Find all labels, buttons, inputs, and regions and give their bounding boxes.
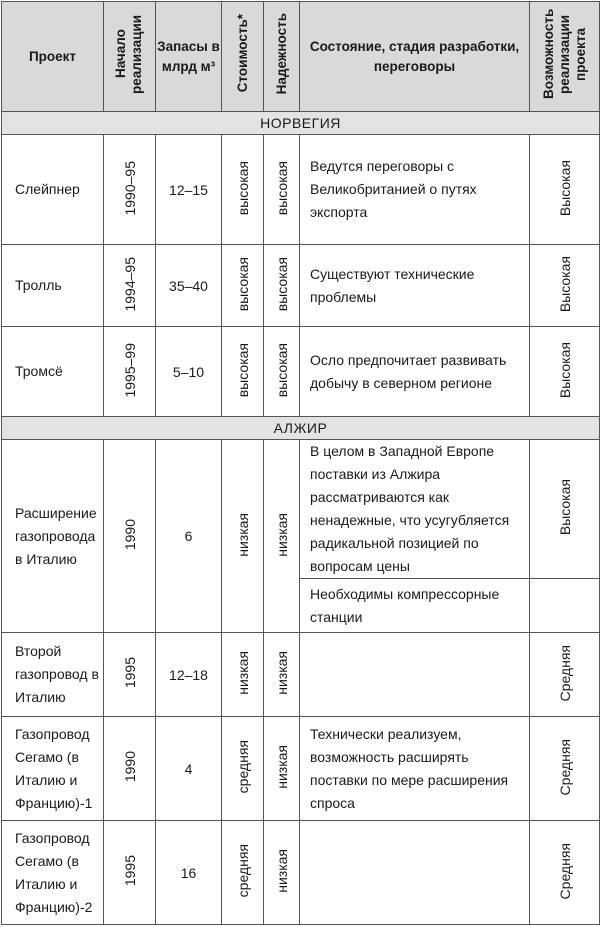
header-reliability: Надежность	[264, 2, 300, 112]
reserves: 16	[156, 821, 222, 925]
cost: высокая	[222, 327, 264, 417]
reliability: низкая	[264, 633, 300, 717]
cost: низкая	[222, 633, 264, 717]
table-row	[2, 440, 600, 579]
reliability: высокая	[264, 135, 300, 245]
table-row	[2, 245, 600, 327]
cost: средняя	[222, 717, 264, 821]
reliability: высокая	[264, 327, 300, 417]
project-name: Тролль	[2, 245, 104, 327]
feasibility: Средняя	[530, 633, 600, 717]
section-norway	[2, 112, 600, 135]
section-title: НОРВЕГИЯ	[2, 112, 600, 135]
feasibility: Средняя	[530, 717, 600, 821]
feasibility: Высокая	[530, 327, 600, 417]
reserves: 5–10	[156, 327, 222, 417]
status: Ведутся переговоры с Великобританией о путях экспорта	[300, 135, 530, 245]
start-year: 1995–99	[104, 327, 156, 417]
status: В целом в Западной Европе поставки из Алжира рассматриваются как ненадежные, что усугубляется радикальной позицией по вопросам цены	[300, 440, 530, 579]
table-row	[2, 633, 600, 717]
start-year: 1995	[104, 821, 156, 925]
project-name: Газопровод Сегамо (в Италию и Францию)-2	[2, 821, 104, 925]
status-secondary: Необходимы компрессорные станции	[300, 579, 530, 633]
table-row	[2, 135, 600, 245]
feasibility: Высокая	[530, 135, 600, 245]
table-row	[2, 821, 600, 925]
section-algeria	[2, 417, 600, 440]
table-row	[2, 717, 600, 821]
gas-projects-table	[1, 1, 600, 925]
reliability: низкая	[264, 440, 300, 633]
header-cost: Стоимость*	[222, 2, 264, 112]
table-row	[2, 327, 600, 417]
reserves: 6	[156, 440, 222, 633]
cost: высокая	[222, 135, 264, 245]
status	[300, 633, 530, 717]
status: Существуют технические проблемы	[300, 245, 530, 327]
header-status: Состояние, стадия разработки, переговоры	[300, 2, 530, 112]
project-name: Второй газопровод в Италию	[2, 633, 104, 717]
project-name: Тромсё	[2, 327, 104, 417]
header-start: Начало реализации	[104, 2, 156, 112]
reserves: 12–15	[156, 135, 222, 245]
header-row	[2, 2, 600, 112]
header-project: Проект	[2, 2, 104, 112]
header-feasibility: Возможность реализации проекта	[530, 2, 600, 112]
reserves: 4	[156, 717, 222, 821]
reliability: низкая	[264, 821, 300, 925]
start-year: 1990–95	[104, 135, 156, 245]
project-name: Слейпнер	[2, 135, 104, 245]
reserves: 12–18	[156, 633, 222, 717]
feasibility: Средняя	[530, 821, 600, 925]
section-title: АЛЖИР	[2, 417, 600, 440]
feasibility: Высокая	[530, 245, 600, 327]
cost: низкая	[222, 440, 264, 633]
start-year: 1995	[104, 633, 156, 717]
reliability: высокая	[264, 245, 300, 327]
reliability: низкая	[264, 717, 300, 821]
reserves: 35–40	[156, 245, 222, 327]
status	[300, 821, 530, 925]
start-year: 1990	[104, 440, 156, 633]
feasibility-empty	[530, 579, 600, 633]
status: Осло предпочитает развивать добычу в северном регионе	[300, 327, 530, 417]
project-name: Расширение газопровода в Италию	[2, 440, 104, 633]
feasibility: Высокая	[530, 440, 600, 579]
start-year: 1994–95	[104, 245, 156, 327]
project-name: Газопровод Сегамо (в Италию и Францию)-1	[2, 717, 104, 821]
header-reserves: Запасы в млрд м³	[156, 2, 222, 112]
start-year: 1990	[104, 717, 156, 821]
cost: средняя	[222, 821, 264, 925]
cost: высокая	[222, 245, 264, 327]
status: Технически реализуем, возможность расширять поставки по мере расширения спроса	[300, 717, 530, 821]
